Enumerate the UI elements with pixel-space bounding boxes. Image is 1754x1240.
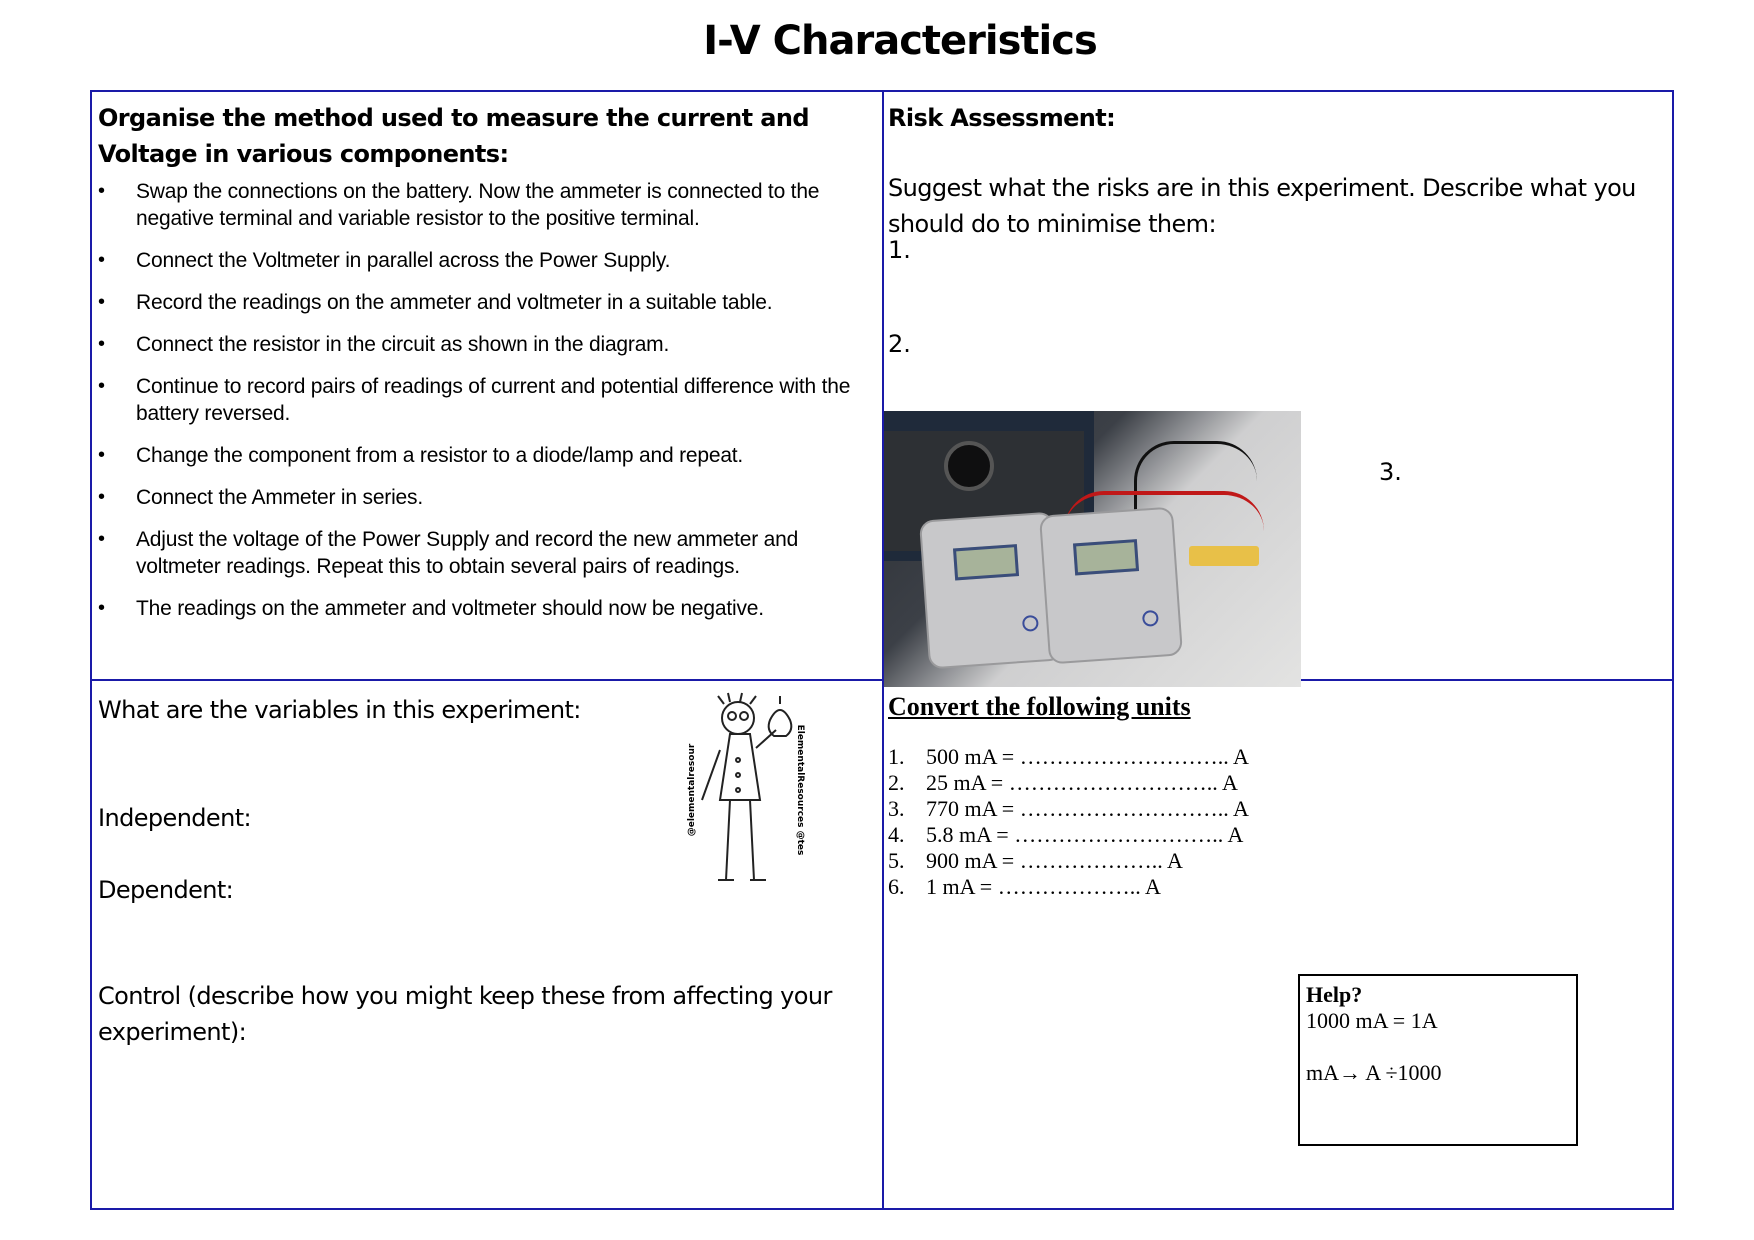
risk-number-3: 3. [1379,458,1402,486]
risk-section [888,100,1668,675]
help-heading: Help? [1306,982,1363,1007]
resistor-image [1189,546,1259,566]
risk-number-2: 2. [888,330,911,358]
conversion-item: 5. 900 mA = ……………….. A [888,848,1183,873]
arrow-right-icon: → [1339,1060,1361,1085]
scientist-cartoon-icon [680,690,810,890]
knob-icon [944,441,994,491]
method-step: • Adjust the voltage of the Power Supply and record the new ammeter and voltmeter readings. Repeat this to obtain several pairs of readings. [98,528,799,578]
worksheet-grid [90,90,1674,1210]
watermark-right: ElementalResources @tes [795,724,805,856]
bullet-icon: • [98,249,105,271]
variables-prompt: What are the variables in this experiment: [98,696,581,724]
risk-prompt: Suggest what the risks are in this experiment. Describe what you should do to minimise them: [888,174,1636,238]
circuit-apparatus-photo [884,411,1301,687]
bullet-icon: • [98,486,105,508]
help-box [1298,974,1578,1146]
control-label: Control (describe how you might keep these from affecting your experiment): [98,982,832,1046]
method-step: • Change the component from a resistor to a diode/lamp and repeat. [98,444,744,467]
dependent-label: Dependent: [98,876,234,904]
bullet-icon: • [98,444,105,466]
bullet-icon: • [98,597,105,619]
risk-number-1: 1. [888,236,911,264]
bullet-icon: • [98,291,105,313]
bullet-icon: • [98,180,105,202]
conversion-list [888,744,1249,900]
method-step: • Swap the connections on the battery. Now the ammeter is connected to the negative terminal and variable resistor to the positive terminal. [98,180,820,230]
method-step: • Connect the Ammeter in series. [98,486,423,509]
bullet-icon: • [98,528,105,550]
voltmeter-image [1039,507,1183,665]
method-steps-list [98,178,878,622]
help-line-2: mA→ A ÷1000 [1306,1060,1442,1085]
conversion-item: 3. 770 mA = ……………………….. A [888,796,1249,821]
bullet-icon: • [98,333,105,355]
method-section [98,100,878,675]
page-title: I-V Characteristics [703,18,1097,64]
conversion-item: 4. 5.8 mA = ……………………….. A [888,822,1244,847]
risk-heading: Risk Assessment: [888,104,1116,132]
grid-divider-horizontal [92,679,1672,681]
method-step: • Connect the Voltmeter in parallel across the Power Supply. [98,249,671,272]
method-heading: Organise the method used to measure the current and Voltage in various components: [98,104,809,168]
independent-label: Independent: [98,804,252,832]
conversion-section [888,688,1668,1203]
conversion-item: 6. 1 mA = ……………….. A [888,874,1161,899]
conversion-title: Convert the following units [888,692,1191,721]
method-step: • The readings on the ammeter and voltmeter should now be negative. [98,597,764,620]
variables-section [98,688,878,1203]
conversion-item: 2. 25 mA = ……………………….. A [888,770,1238,795]
bullet-icon: • [98,375,105,397]
method-step: • Connect the resistor in the circuit as shown in the diagram. [98,333,670,356]
conversion-item: 1. 500 mA = ……………………….. A [888,744,1249,769]
method-step: • Continue to record pairs of readings of current and potential difference with the battery reversed. [98,375,851,425]
method-step: • Record the readings on the ammeter and voltmeter in a suitable table. [98,291,773,314]
watermark-left: @elementalresour [687,743,697,837]
help-line-1: 1000 mA = 1A [1306,1008,1438,1033]
